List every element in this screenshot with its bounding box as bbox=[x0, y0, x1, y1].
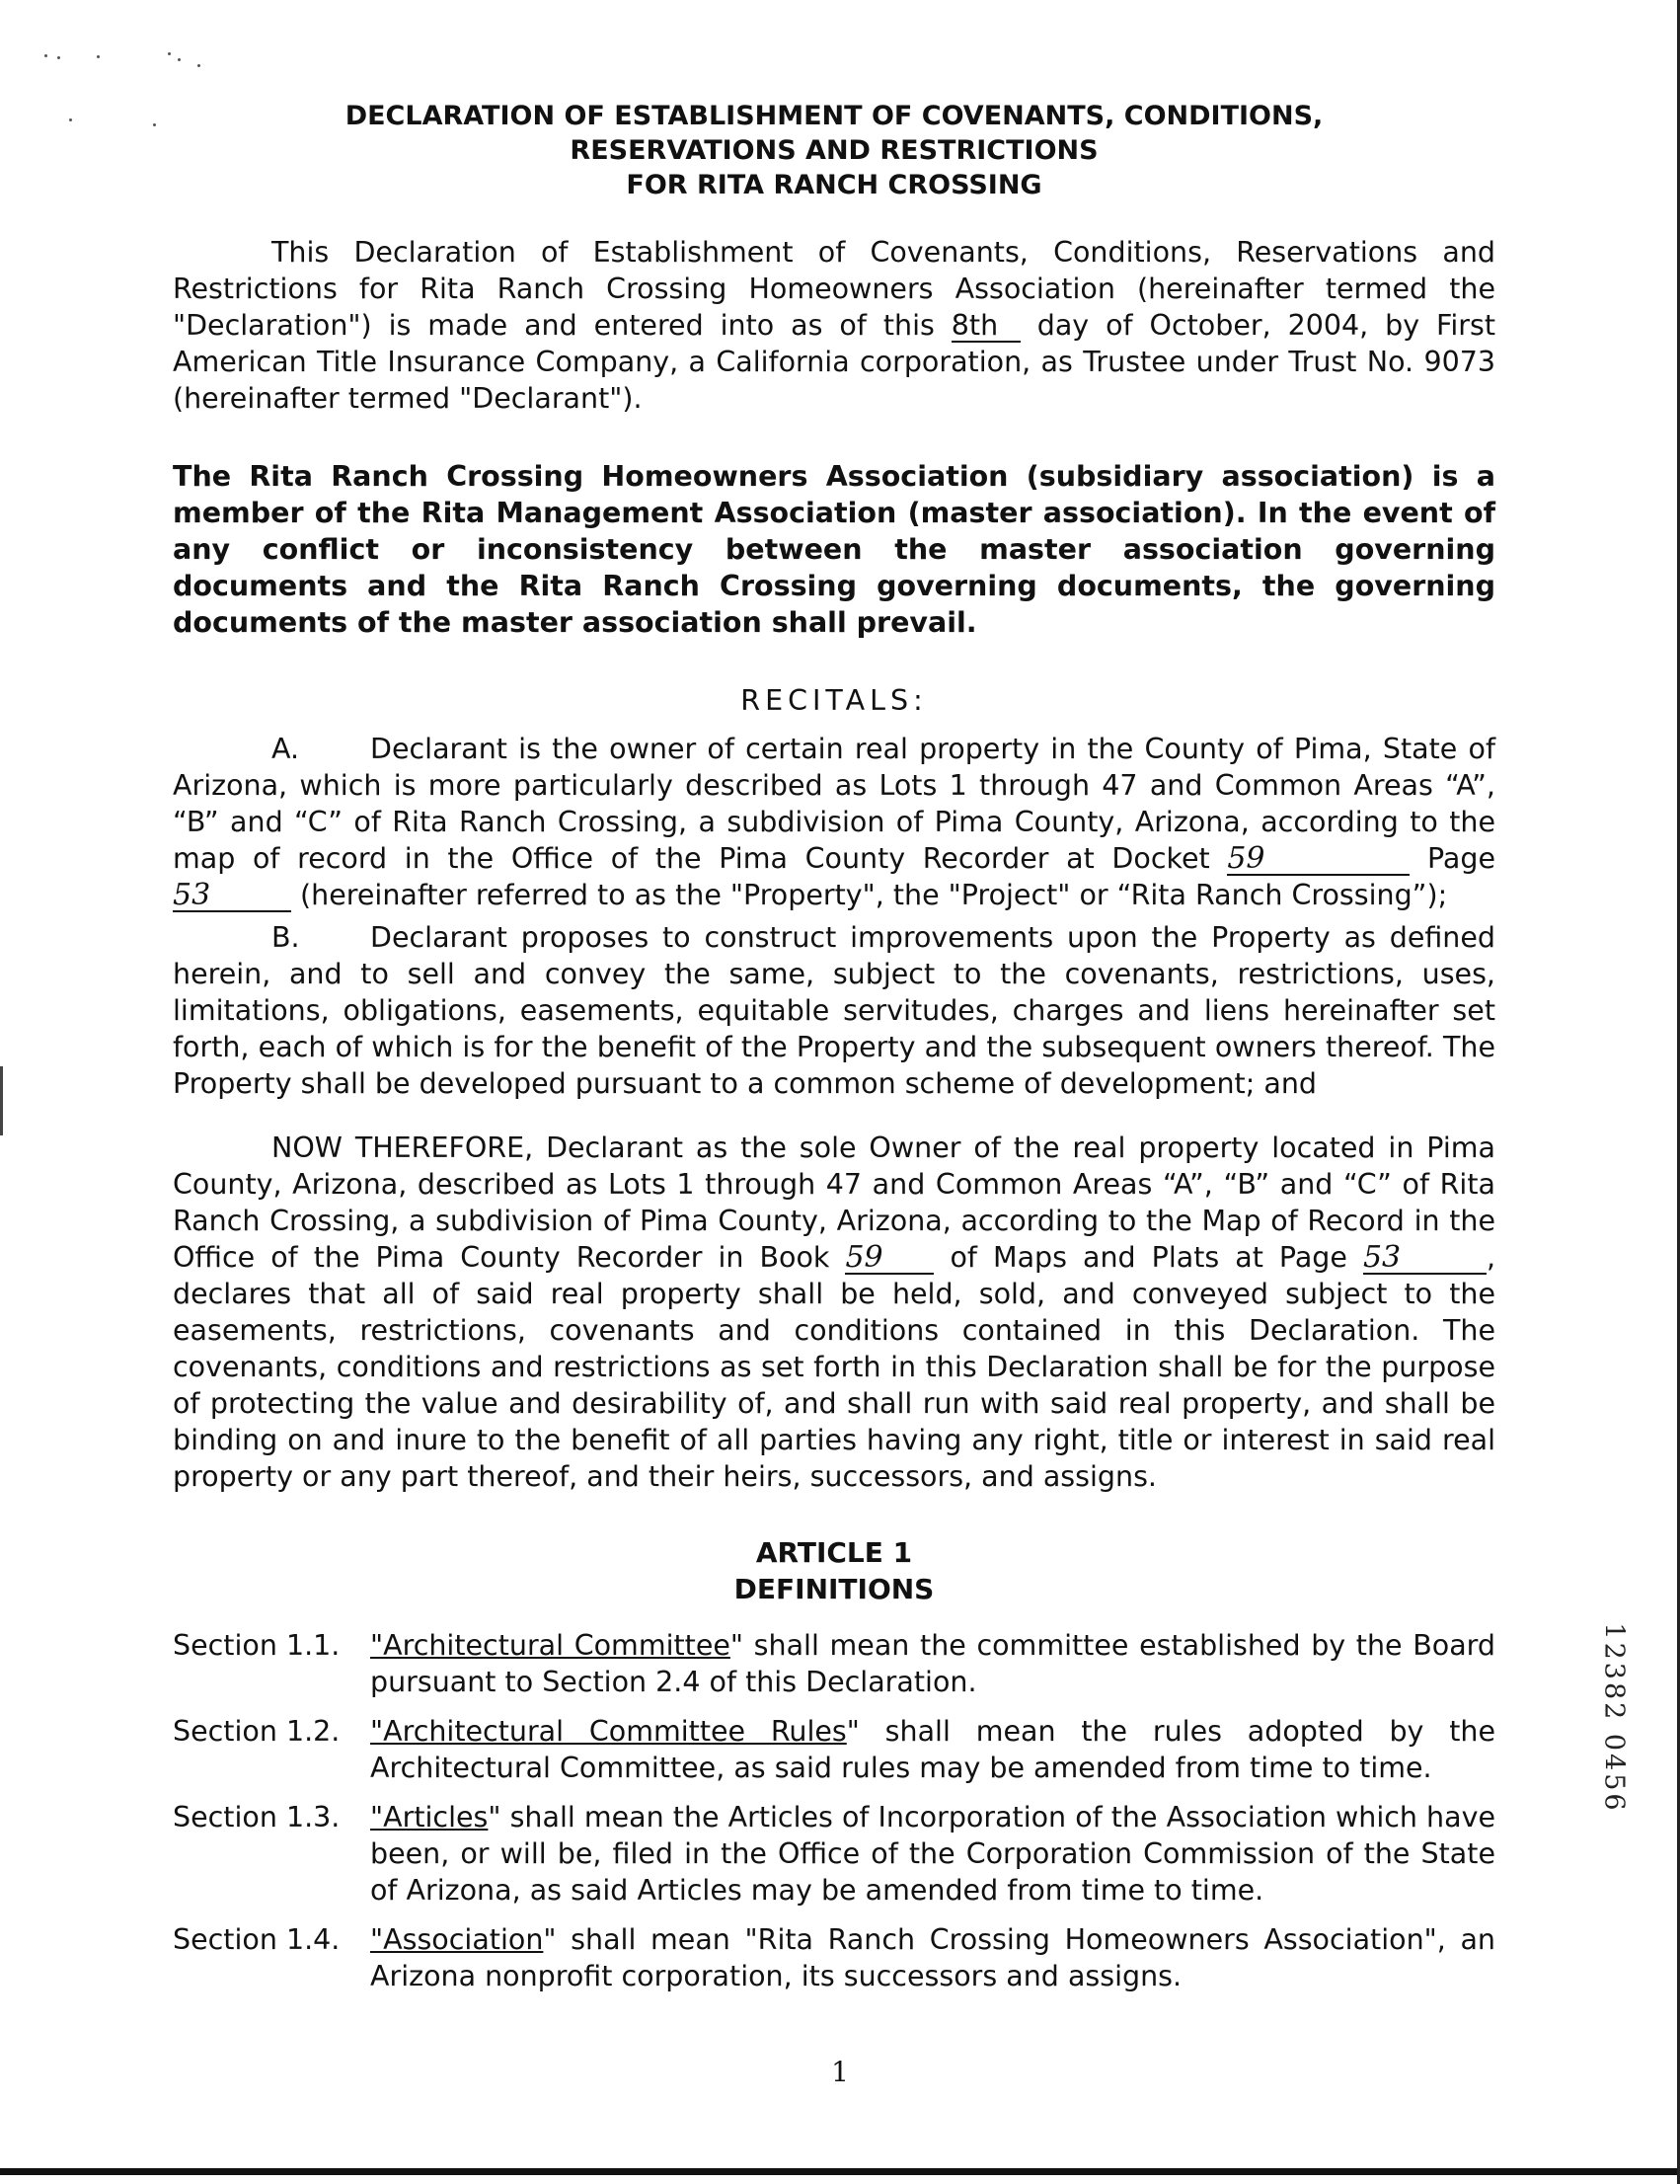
section-text bbox=[370, 1921, 1495, 1994]
section-text bbox=[370, 1627, 1495, 1700]
recital-a-letter: A. bbox=[271, 733, 300, 765]
recital-b bbox=[173, 919, 1495, 1102]
section-text bbox=[370, 1713, 1495, 1786]
plat-page-field: 53 bbox=[1363, 1243, 1487, 1275]
definition-section bbox=[173, 1921, 1495, 1994]
intro-paragraph bbox=[173, 234, 1495, 417]
article-title: DEFINITIONS bbox=[733, 1573, 935, 1605]
recital-a-text-3: (hereinafter referred to as the "Property", the "Project" or “Rita Ranch Crossing”); bbox=[291, 879, 1448, 911]
recital-b-letter: B. bbox=[271, 921, 300, 954]
day-field: 8th bbox=[952, 311, 1021, 343]
definition-text: " shall mean the rules adopted by the Architectural Committee, as said rules may be amended from time to time. bbox=[370, 1715, 1496, 1784]
title-line-1: DECLARATION OF ESTABLISHMENT OF COVENANTS, CONDITIONS, bbox=[344, 101, 1324, 131]
definition-section bbox=[173, 1627, 1495, 1700]
recitals-heading: RECITALS: bbox=[740, 684, 928, 717]
defined-term: "Architectural Committee Rules bbox=[370, 1715, 847, 1748]
definition-section bbox=[173, 1799, 1495, 1909]
now-text-2: of Maps and Plats at Page bbox=[934, 1241, 1363, 1274]
definition-section bbox=[173, 1713, 1495, 1786]
recital-a-text-2: Page bbox=[1410, 842, 1495, 875]
recital-a-text-1: Declarant is the owner of certain real property in the County of Pima, State of Arizona, which is more particularly described as Lots 1 through 47 and Common Areas “A”, “B” and “C” of Rita Ranch Crossing, a subdivision of Pima County, Arizona, according to the map of record in the Office of the Pima County Recorder at Docket bbox=[173, 733, 1495, 875]
page-number: 1 bbox=[831, 2056, 849, 2088]
intro-text-2: day of October, 2004, by First American Title Insurance Company, a California corporation, as Trustee under Trust No. 9073 (hereinafter termed "Declarant"). bbox=[173, 309, 1495, 415]
section-label: Section 1.1. bbox=[173, 1629, 341, 1662]
definition-text: " shall mean "Rita Ranch Crossing Homeowners Association", an Arizona nonprofit corporation, its successors and assigns. bbox=[370, 1923, 1495, 1992]
recording-stamp bbox=[1584, 1590, 1643, 1846]
document-title bbox=[173, 99, 1495, 202]
intro-text-1: This Declaration of Establishment of Covenants, Conditions, Reservations and Restrictions for Rita Ranch Crossing Homeowners Association (hereinafter termed the "Declaration") is made and entered into as of this bbox=[173, 236, 1495, 342]
now-text-3: , declares that all of said real property shall be held, sold, and conveyed subject to the easements, restrictions, covenants and conditions contained in this Declaration. The covenants, conditions and restrictions as set forth in this Declaration shall be for the purpose of protecting the value and desirability of, and shall run with said real property, and shall be binding on and inure to the benefit of all parties having any right, title or interest in said real property or any part thereof, and their heirs, successors, and assigns. bbox=[173, 1241, 1496, 1493]
master-association-notice: The Rita Ranch Crossing Homeowners Association (subsidiary association) is a member of the Rita Management Association (master association). In the event of any conflict or inconsistency between the master association governing documents and the Rita Ranch Crossing governing documents, the governing documents of the master association shall prevail. bbox=[173, 460, 1495, 639]
recital-b-text: Declarant proposes to construct improvements upon the Property as defined herein, and to sell and convey the same, subject to the covenants, restrictions, uses, limitations, obligations, easements, equitable servitudes, charges and liens hereinafter set forth, each of which is for the benefit of the Property and the subsequent owners thereof. The Property shall be developed pursuant to a common scheme of development; and bbox=[173, 921, 1495, 1100]
section-label: Section 1.4. bbox=[173, 1923, 341, 1956]
definition-text: " shall mean the Articles of Incorporation of the Association which have been, or will be, filed in the Office of the Corporation Commission of the State of Arizona, as said Articles may be amended from time to time. bbox=[370, 1801, 1495, 1907]
article-number: ARTICLE 1 bbox=[755, 1536, 913, 1569]
section-label: Section 1.2. bbox=[173, 1715, 341, 1748]
now-therefore-paragraph bbox=[173, 1130, 1495, 1495]
section-text bbox=[370, 1799, 1495, 1909]
definition-text: " shall mean the committee established by the Board pursuant to Section 2.4 of this Declaration. bbox=[370, 1629, 1495, 1698]
recital-a bbox=[173, 731, 1495, 913]
document-body bbox=[173, 99, 1495, 2007]
page-border-bottom bbox=[0, 2168, 1680, 2175]
now-text-1: NOW THEREFORE, Declarant as the sole Owner of the real property located in Pima County, Arizona, described as Lots 1 through 47 and Common Areas “A”, “B” and “C” of Rita Ranch Crossing, a subdivision of Pima County, Arizona, according to the Map of Record in the Office of the Pima County Recorder in Book bbox=[173, 1131, 1495, 1274]
recording-stamp-text: 12382 0456 bbox=[1598, 1622, 1630, 1814]
defined-term: "Architectural Committee bbox=[370, 1629, 730, 1662]
title-line-3: FOR RITA RANCH CROSSING bbox=[626, 170, 1042, 200]
article-heading bbox=[173, 1534, 1495, 1607]
section-label: Section 1.3. bbox=[173, 1801, 341, 1833]
defined-term: "Articles bbox=[370, 1801, 489, 1833]
docket-field: 59 bbox=[1227, 844, 1410, 876]
title-line-2: RESERVATIONS AND RESTRICTIONS bbox=[570, 135, 1099, 166]
defined-term: "Association bbox=[370, 1923, 544, 1956]
book-field: 59 bbox=[845, 1243, 934, 1275]
scan-mark bbox=[0, 1066, 3, 1135]
page-field: 53 bbox=[173, 881, 291, 912]
